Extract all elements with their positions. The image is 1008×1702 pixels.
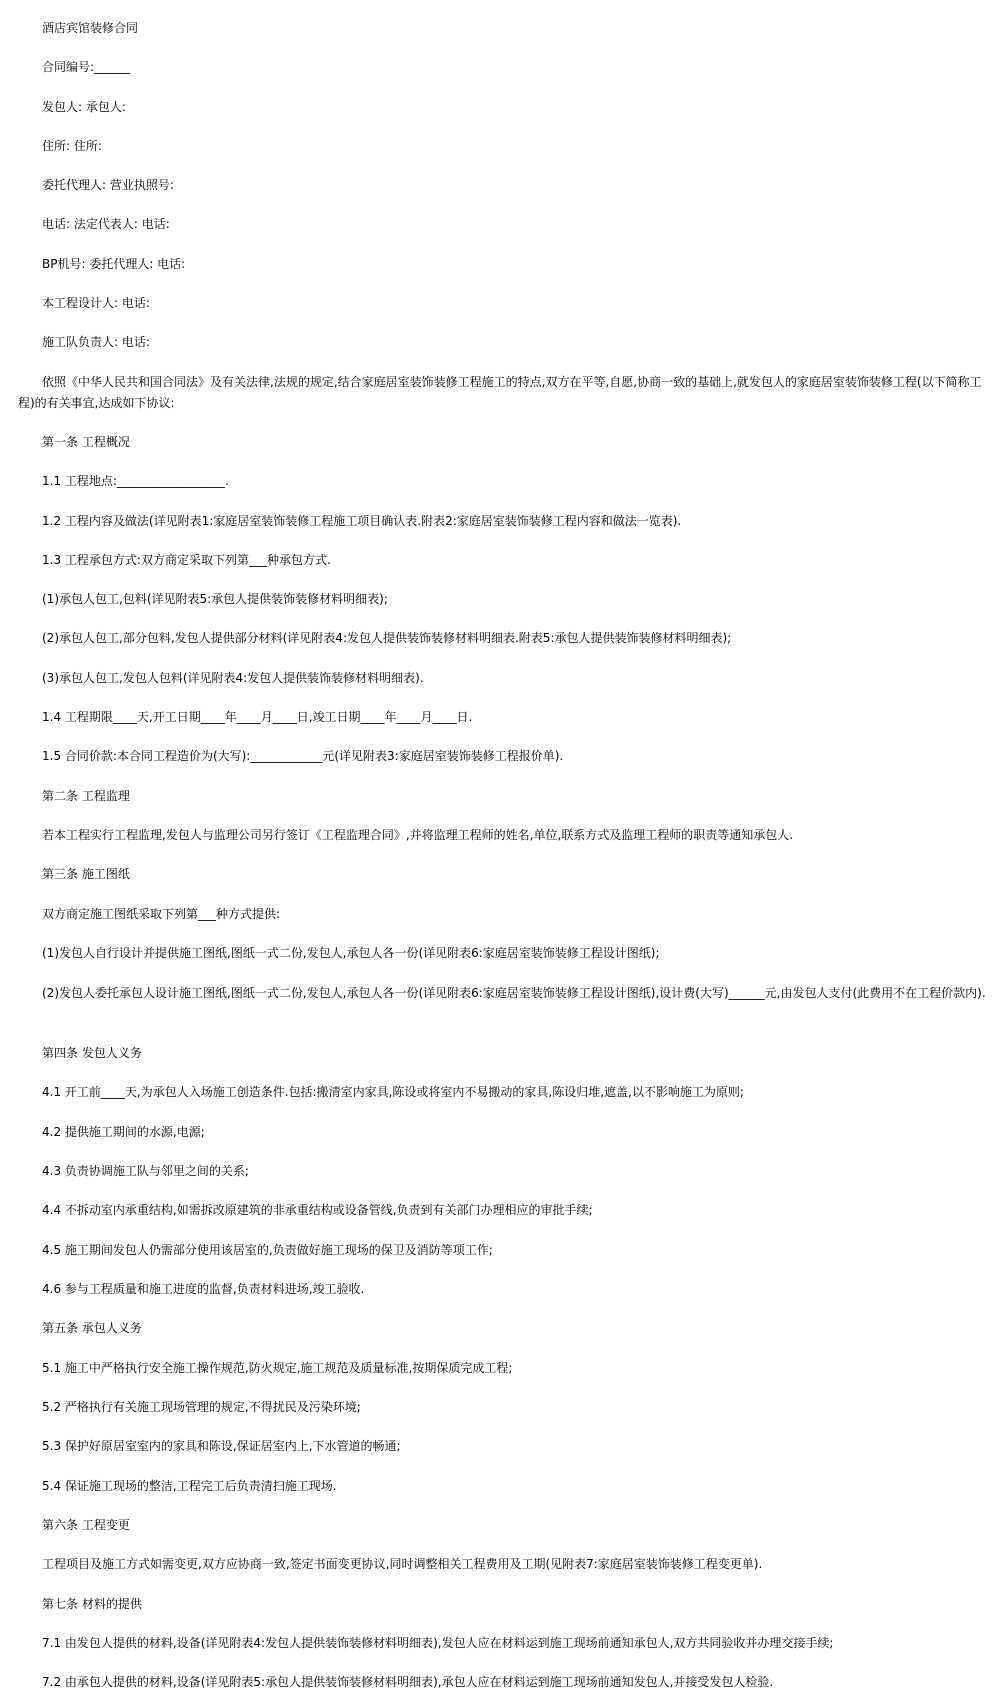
clause: 1.3 工程承包方式:双方商定采取下列第___种承包方式. <box>42 553 331 567</box>
clause: 5.4 保证施工现场的整洁,工程完工后负责清扫施工现场. <box>42 1479 337 1493</box>
article-heading: 第六条 工程变更 <box>42 1518 130 1532</box>
clause: 1.2 工程内容及做法(详见附表1:家庭居室装饰装修工程施工项目确认表.附表2:家庭居室装饰装修工程内容和做法一览表). <box>42 514 682 528</box>
party-line: 发包人: 承包人: <box>42 100 126 114</box>
document-title: 酒店宾馆装修合同 <box>42 21 139 35</box>
article-heading: 第四条 发包人义务 <box>42 1046 142 1060</box>
preamble-paragraph: 依照《中华人民共和国合同法》及有关法律,法规的规定,结合家庭居室装饰装修工程施工的特点,双方在平等,自愿,协商一致的基础上,就发包人的家庭居室装饰装修工程(以下简称工程)的有关事宜,达成如下协议: <box>18 375 982 410</box>
clause: 4.3 负责协调施工队与邻里之间的关系; <box>42 1164 249 1178</box>
clause: (3)承包人包工,发包人包料(详见附表4:发包人提供装饰装修材料明细表). <box>42 671 424 685</box>
clause: 4.1 开工前____天,为承包人入场施工创造条件.包括:搬清室内家具,陈设或将室内不易搬动的家具,陈设归堆,遮盖,以不影响施工为原则; <box>42 1085 744 1099</box>
address-line: 住所: 住所: <box>42 139 102 153</box>
article-heading: 第七条 材料的提供 <box>42 1597 142 1611</box>
clause: 双方商定施工图纸采取下列第___种方式提供: <box>42 907 281 921</box>
clause: 4.6 参与工程质量和施工进度的监督,负责材料进场,竣工验收. <box>42 1282 365 1296</box>
clause: 4.2 提供施工期间的水源,电源; <box>42 1125 205 1139</box>
clause: (2)承包人包工,部分包料,发包人提供部分材料(详见附表4:发包人提供装饰装修材料明细表.附表5:承包人提供装饰装修材料明细表); <box>42 631 732 645</box>
clause: 5.1 施工中严格执行安全施工操作规范,防火规定,施工规范及质量标准,按期保质完成工程; <box>42 1361 513 1375</box>
clause: 4.5 施工期间发包人仍需部分使用该居室的,负责做好施工现场的保卫及消防等项工作; <box>42 1243 493 1257</box>
clause: 若本工程实行工程监理,发包人与监理公司另行签订《工程监理合同》,并将监理工程师的姓名,单位,联系方式及监理工程师的职责等通知承包人. <box>42 828 794 842</box>
bp-line: BP机号: 委托代理人: 电话: <box>42 257 186 271</box>
clause: (1)发包人自行设计并提供施工图纸,图纸一式二份,发包人,承包人各一份(详见附表6:家庭居室装饰装修工程设计图纸); <box>42 946 660 960</box>
article-heading: 第二条 工程监理 <box>42 789 130 803</box>
article-heading: 第五条 承包人义务 <box>42 1321 142 1335</box>
clause: 5.3 保护好原居室室内的家具和陈设,保证居室内上,下水管道的畅通; <box>42 1439 401 1453</box>
article-heading: 第三条 施工图纸 <box>42 867 130 881</box>
clause: 1.5 合同价款:本合同工程造价为(大写):____________元(详见附表3:家庭居室装饰装修工程报价单). <box>42 749 564 763</box>
clause: 工程项目及施工方式如需变更,双方应协商一致,签定书面变更协议,同时调整相关工程费用及工期(见附表7:家庭居室装饰装修工程变更单). <box>42 1557 763 1571</box>
clause: 7.1 由发包人提供的材料,设备(详见附表4:发包人提供装饰装修材料明细表),发包人应在材料运到施工现场前通知承包人,双方共同验收并办理交接手续; <box>42 1636 834 1650</box>
contract-number-line: 合同编号:______ <box>42 60 131 74</box>
agent-line: 委托代理人: 营业执照号: <box>42 178 174 192</box>
clause: 7.2 由承包人提供的材料,设备(详见附表5:承包人提供装饰装修材料明细表),承包人应在材料运到施工现场前通知发包人,并接受发包人检验. <box>42 1675 774 1689</box>
clause: 4.4 不拆动室内承重结构,如需拆改原建筑的非承重结构或设备管线,负责到有关部门办理相应的审批手续; <box>42 1203 593 1217</box>
clause: 5.2 严格执行有关施工现场管理的规定,不得扰民及污染环境; <box>42 1400 361 1414</box>
designer-line: 本工程设计人: 电话: <box>42 296 150 310</box>
article-heading: 第一条 工程概况 <box>42 435 130 449</box>
clause: 1.1 工程地点:__________________. <box>42 474 229 488</box>
clause: 1.4 工程期限____天,开工日期____年____月____日,竣工日期____年____月____日. <box>42 710 473 724</box>
team-leader-line: 施工队负责人: 电话: <box>42 335 150 349</box>
clause: (1)承包人包工,包料(详见附表5:承包人提供装饰装修材料明细表); <box>42 592 388 606</box>
clause: (2)发包人委托承包人设计施工图纸,图纸一式二份,发包人,承包人各一份(详见附表6:家庭居室装饰装修工程设计图纸),设计费(大写)______元,由发包人支付(此费用不在工程价款内). <box>42 986 986 1000</box>
phone-line: 电话: 法定代表人: 电话: <box>42 217 170 231</box>
